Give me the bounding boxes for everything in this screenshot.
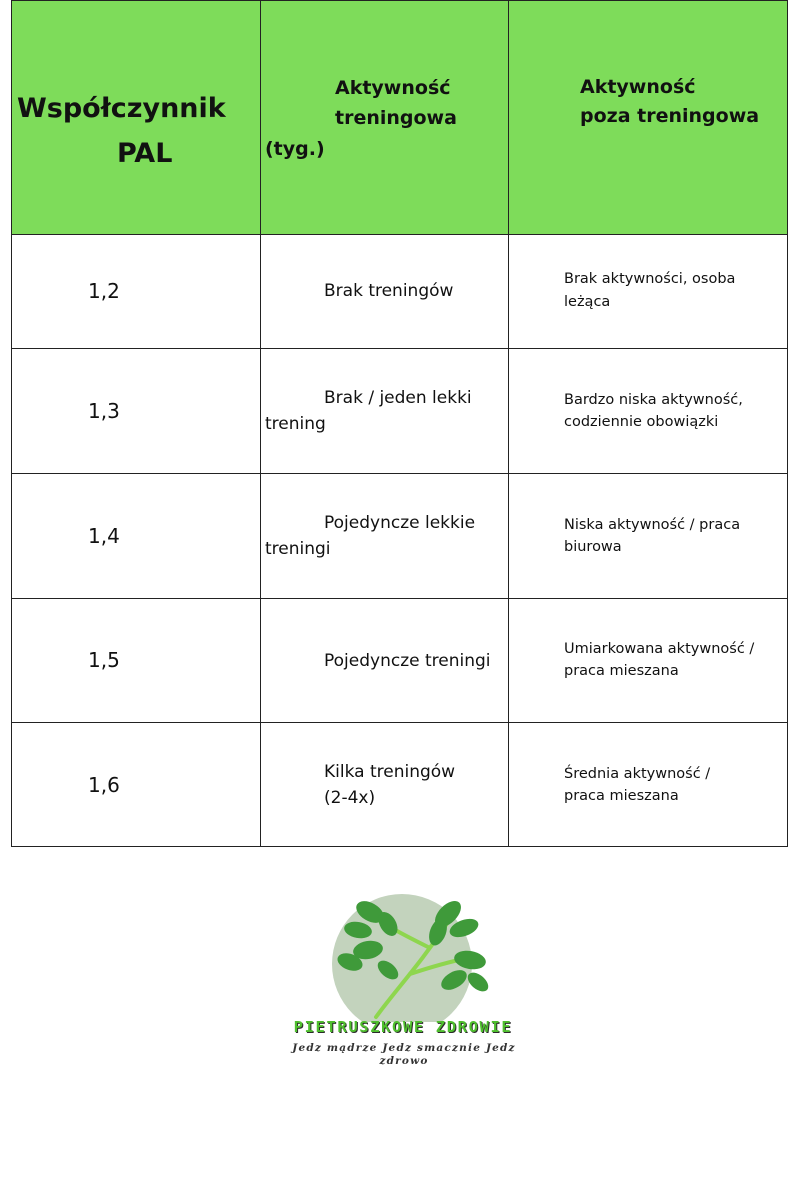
outside-text: codziennie obowiązki <box>564 414 719 430</box>
header-training-line3: (tyg.) <box>265 138 325 160</box>
brand-logo <box>278 892 528 1072</box>
training-text: Pojedyncze lekkie <box>324 513 476 533</box>
outside-text: Brak aktywności, osoba <box>564 271 736 287</box>
row-divider <box>11 473 788 474</box>
pal-value: 1,4 <box>88 524 120 548</box>
outside-text: praca mieszana <box>564 663 679 679</box>
header-pal-line2: PAL <box>117 138 173 169</box>
header-outside-line1: Aktywność <box>580 76 696 98</box>
slogan-line2: zdrowo <box>379 1055 429 1067</box>
row-divider <box>11 598 788 599</box>
table-border-bottom <box>11 846 788 847</box>
training-text: Brak / jeden lekki <box>324 388 472 408</box>
outside-text: Bardzo niska aktywność, <box>564 392 743 408</box>
header-training-line2: treningowa <box>335 107 457 129</box>
parsley-leaf-icon <box>278 892 528 1022</box>
table-border-top <box>11 0 788 1</box>
outside-text: leżąca <box>564 294 611 310</box>
training-text: Kilka treningów <box>324 762 456 782</box>
row-divider <box>11 234 788 235</box>
outside-text: Średnia aktywność / <box>564 766 711 782</box>
training-text: treningi <box>265 539 331 559</box>
table-border-right <box>787 0 788 847</box>
slogan-line1: Jedz mądrze Jedz smacznie Jedz <box>292 1042 516 1054</box>
row-divider <box>11 348 788 349</box>
pal-value: 1,2 <box>88 279 120 303</box>
training-text: (2-4x) <box>324 788 376 808</box>
outside-text: biurowa <box>564 539 622 555</box>
header-outside-line2: poza treningowa <box>580 105 760 127</box>
table-border-left <box>11 0 12 847</box>
header-pal-line1: Współczynnik <box>17 93 226 124</box>
pal-value: 1,6 <box>88 773 120 797</box>
training-text: trening <box>265 414 326 434</box>
pal-value: 1,3 <box>88 399 120 423</box>
training-text: Pojedyncze treningi <box>324 651 491 671</box>
outside-text: praca mieszana <box>564 788 679 804</box>
outside-text: Niska aktywność / praca <box>564 517 741 533</box>
table-divider-1 <box>260 0 261 847</box>
header-training-line1: Aktywność <box>335 77 451 99</box>
row-divider <box>11 722 788 723</box>
brand-name: PIETRUSZKOWE ZDROWIE <box>293 1018 513 1036</box>
brand-slogan <box>284 1042 524 1068</box>
training-text: Brak treningów <box>324 281 454 301</box>
outside-text: Umiarkowana aktywność / <box>564 641 755 657</box>
pal-table <box>11 0 788 847</box>
table-divider-2 <box>508 0 509 847</box>
pal-value: 1,5 <box>88 648 120 672</box>
